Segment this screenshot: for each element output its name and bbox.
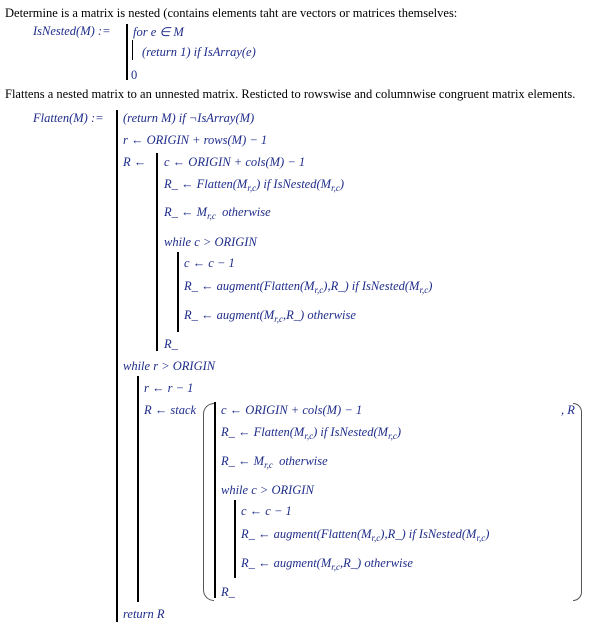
inner-while-line-3: R_ ← $augment(M_{r,c},R\_)$ otherwise	[184, 308, 356, 324]
outer-while-line-1: r ← r − 1	[144, 381, 194, 395]
stack-block-bar	[214, 402, 216, 598]
isnested-line-2: (return 1) if IsArray(e)	[142, 45, 256, 59]
description-isnested: Determine is a matrix is nested (contains elements taht are vectors or matrices themselves:	[5, 6, 458, 20]
inner-while-bar	[177, 252, 179, 332]
flatten-program-bar	[116, 110, 118, 622]
flatten-line-3: R ←	[123, 155, 147, 169]
inner-while: while c > ORIGIN	[164, 235, 257, 249]
inner-line-flatten: R_ ← $Flatten(M_{r,c})$ if $IsNested(M_{r,c})$	[164, 177, 344, 193]
stack-open-paren	[203, 403, 214, 601]
inner-block-bar	[156, 153, 158, 351]
stack-close-paren	[573, 403, 582, 601]
outer-while: while r > ORIGIN	[123, 359, 216, 373]
stack-line-c: c ← ORIGIN + cols(M) − 1	[221, 403, 363, 417]
stack-return: R_	[221, 585, 235, 599]
stack-line-flatten: R_ ← $Flatten(M_{r,c})$ if $IsNested(M_{r,c})$	[221, 425, 401, 441]
inner-line-c: c ← ORIGIN + cols(M) − 1	[164, 155, 306, 169]
stack-while-line-1: c ← c − 1	[241, 504, 292, 518]
stack-while: while c > ORIGIN	[221, 483, 314, 497]
stack-while-bar	[234, 500, 236, 578]
isnested-line-3: 0	[131, 68, 138, 82]
inner-return: R_	[164, 337, 178, 351]
inner-while-line-2: R_ ← $augment(Flatten(M_{r,c}),R\_)$ if $IsNested(M_{r,c})$	[184, 279, 433, 295]
stack-while-line-3: R_ ← $augment(M_{r,c},R\_)$ otherwise	[241, 556, 413, 572]
flatten-line-1: (return M) if ¬IsArray(M)	[123, 111, 255, 125]
inner-while-line-1: c ← c − 1	[184, 256, 235, 270]
flatten-line-2: r ← ORIGIN + rows(M) − 1	[123, 133, 268, 147]
outer-while-line-2: R ← stack	[144, 403, 197, 417]
isnested-program-bar	[126, 24, 128, 80]
inner-line-otherwise: R_ ← $M_{r,c}$ otherwise	[164, 205, 271, 221]
stack-line-otherwise: R_ ← $M_{r,c}$ otherwise	[221, 454, 328, 470]
isnested-line-1: for e ∈ M	[133, 25, 184, 39]
description-flatten: Flattens a nested matrix to an unnested matrix. Resticted to rowswise and columnwise congruent matrix elements.	[5, 87, 576, 101]
stack-second-arg: , R	[561, 403, 575, 417]
flatten-definition: Flatten(M) :=	[33, 111, 104, 125]
outer-while-bar	[137, 376, 139, 602]
isnested-for-bar	[132, 40, 133, 60]
flatten-return: return R	[123, 607, 165, 621]
stack-while-line-2: R_ ← $augment(Flatten(M_{r,c}),R\_)$ if $IsNested(M_{r,c})$	[241, 527, 490, 543]
isnested-definition: IsNested(M) :=	[33, 24, 111, 38]
